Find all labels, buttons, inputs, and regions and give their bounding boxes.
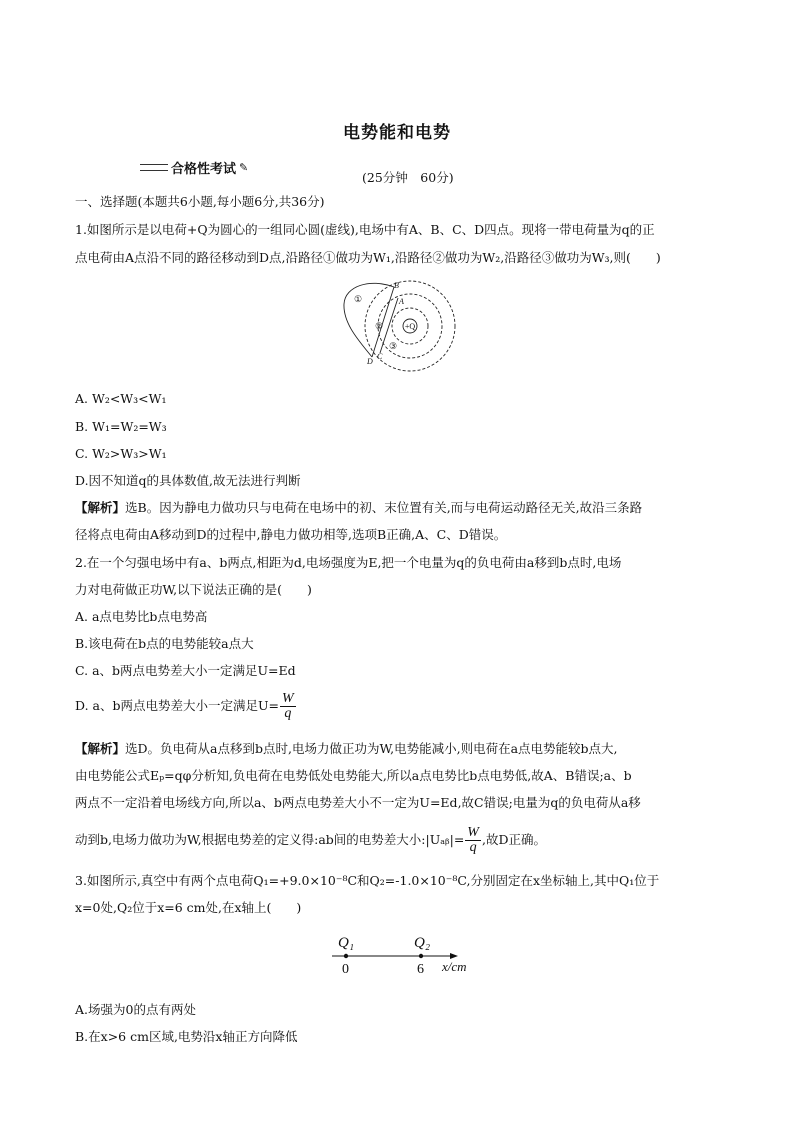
analysis-text: ,故D正确。 xyxy=(481,832,546,847)
charge-q2-dot xyxy=(419,954,423,958)
analysis-text: 选B。因为静电力做功只与电荷在电场中的初、末位置有关,而与电荷运动路径无关,故沿三条路 xyxy=(125,500,643,515)
fraction-w-over-q xyxy=(280,692,296,721)
q1-analysis-line-1 xyxy=(75,499,642,517)
analysis-text: 选D。负电荷从a点移到b点时,电场力做正功为W,电势能减小,则电荷在a点电势能较b点大, xyxy=(125,741,618,756)
decorative-rule xyxy=(140,164,168,171)
q2-stem-line-2: 力对电荷做正功W,以下说法正确的是( ) xyxy=(75,582,312,597)
analysis-text: 动到b,电场力做功为W,根据电势差的定义得:ab间的电势差大小:|Uₐᵦ|= xyxy=(75,832,465,847)
q1-option-d: D.因不知道q的具体数值,故无法进行判断 xyxy=(75,473,301,488)
q2-option-c: C. a、b两点电势差大小一定满足U=Ed xyxy=(75,663,296,678)
q2-analysis-line-3: 两点不一定沿着电场线方向,所以a、b两点电势差大小不一定为U=Ed,故C错误;电量为q的负电荷从a移 xyxy=(75,795,641,810)
tick-label-0: 0 xyxy=(342,962,349,977)
analysis-tag: 【解析】 xyxy=(75,741,126,756)
label-a: A xyxy=(399,297,404,306)
q1-stem-line-2: 点电荷由A点沿不同的路径移动到D点,沿路径①做功为W₁,沿路径②做功为W₂,沿路径③做功为W₃,则( ) xyxy=(75,250,661,265)
q1-figure xyxy=(330,278,470,376)
fraction-w-over-q xyxy=(465,826,481,855)
part-heading: 一、选择题(本题共6小题,每小题6分,共36分) xyxy=(75,194,325,209)
path-1-curve xyxy=(344,283,394,357)
q3-stem-line-1: 3.如图所示,真空中有两个点电荷Q₁=+9.0×10⁻⁸C和Q₂=-1.0×10⁻⁸C,分别固定在x坐标轴上,其中Q₁位于 xyxy=(75,873,660,888)
path-3-label: ③ xyxy=(389,341,398,351)
charge-q1-label: Q₁ xyxy=(338,935,355,951)
pen-icon: ✎ xyxy=(239,161,249,174)
q3-option-a: A.场强为0的点有两处 xyxy=(75,1002,196,1017)
q3-axis-figure xyxy=(326,928,486,978)
q2-option-b: B.该电荷在b点的电势能较a点大 xyxy=(75,636,254,651)
label-c: C xyxy=(377,352,383,361)
fraction-numerator: W xyxy=(282,691,294,706)
q3-option-b: B.在x>6 cm区域,电势沿x轴正方向降低 xyxy=(75,1029,298,1044)
q3-stem-line-2: x=0处,Q₂位于x=6 cm处,在x轴上( ) xyxy=(75,900,302,915)
label-b: B xyxy=(394,281,399,290)
charge-q1-dot xyxy=(344,954,348,958)
q2-analysis-line-4 xyxy=(75,826,546,855)
q1-analysis-line-2: 径将点电荷由A移动到D的过程中,静电力做功相等,选项B正确,A、C、D错误。 xyxy=(75,527,507,542)
path-1-label: ① xyxy=(354,294,363,304)
section-label: 合格性考试 xyxy=(171,162,237,177)
q1-option-a: A. W₂<W₃<W₁ xyxy=(75,391,167,406)
fraction-denominator: q xyxy=(284,706,292,721)
fraction-denominator: q xyxy=(469,840,477,855)
q2-option-d-text: D. a、b两点电势差大小一定满足U= xyxy=(75,698,279,713)
section-heading xyxy=(140,158,248,177)
q1-stem-line-1: 1.如图所示是以电荷+Q为圆心的一组同心圆(虚线),电场中有A、B、C、D四点。现将一带电荷量为q的正 xyxy=(75,222,655,237)
time-score-info: (25分钟 60分) xyxy=(362,170,454,185)
fraction-numerator: W xyxy=(467,825,479,840)
page-title: 电势能和电势 xyxy=(343,123,451,143)
center-charge-label: +Q xyxy=(404,322,416,331)
q2-option-a: A. a点电势比b点电势高 xyxy=(75,609,208,624)
q2-analysis-line-2: 由电势能公式Eₚ=qφ分析知,负电荷在电势低处电势能大,所以a点电势比b点电势低,故A、B错误;a、b xyxy=(75,768,632,783)
q1-option-b: B. W₁=W₂=W₃ xyxy=(75,419,167,434)
q2-analysis-line-1 xyxy=(75,740,618,758)
axis-unit-label: x/cm xyxy=(442,959,467,974)
analysis-tag: 【解析】 xyxy=(75,500,126,515)
path-2-label: ② xyxy=(375,321,384,331)
q2-option-d xyxy=(75,692,297,721)
charge-q2-label: Q₂ xyxy=(414,935,431,951)
label-d: D xyxy=(367,357,373,366)
q1-option-c: C. W₂>W₃>W₁ xyxy=(75,446,167,461)
q2-stem-line-1: 2.在一个匀强电场中有a、b两点,相距为d,电场强度为E,把一个电量为q的负电荷由a移到b点时,电场 xyxy=(75,555,622,570)
tick-label-6: 6 xyxy=(417,962,424,977)
